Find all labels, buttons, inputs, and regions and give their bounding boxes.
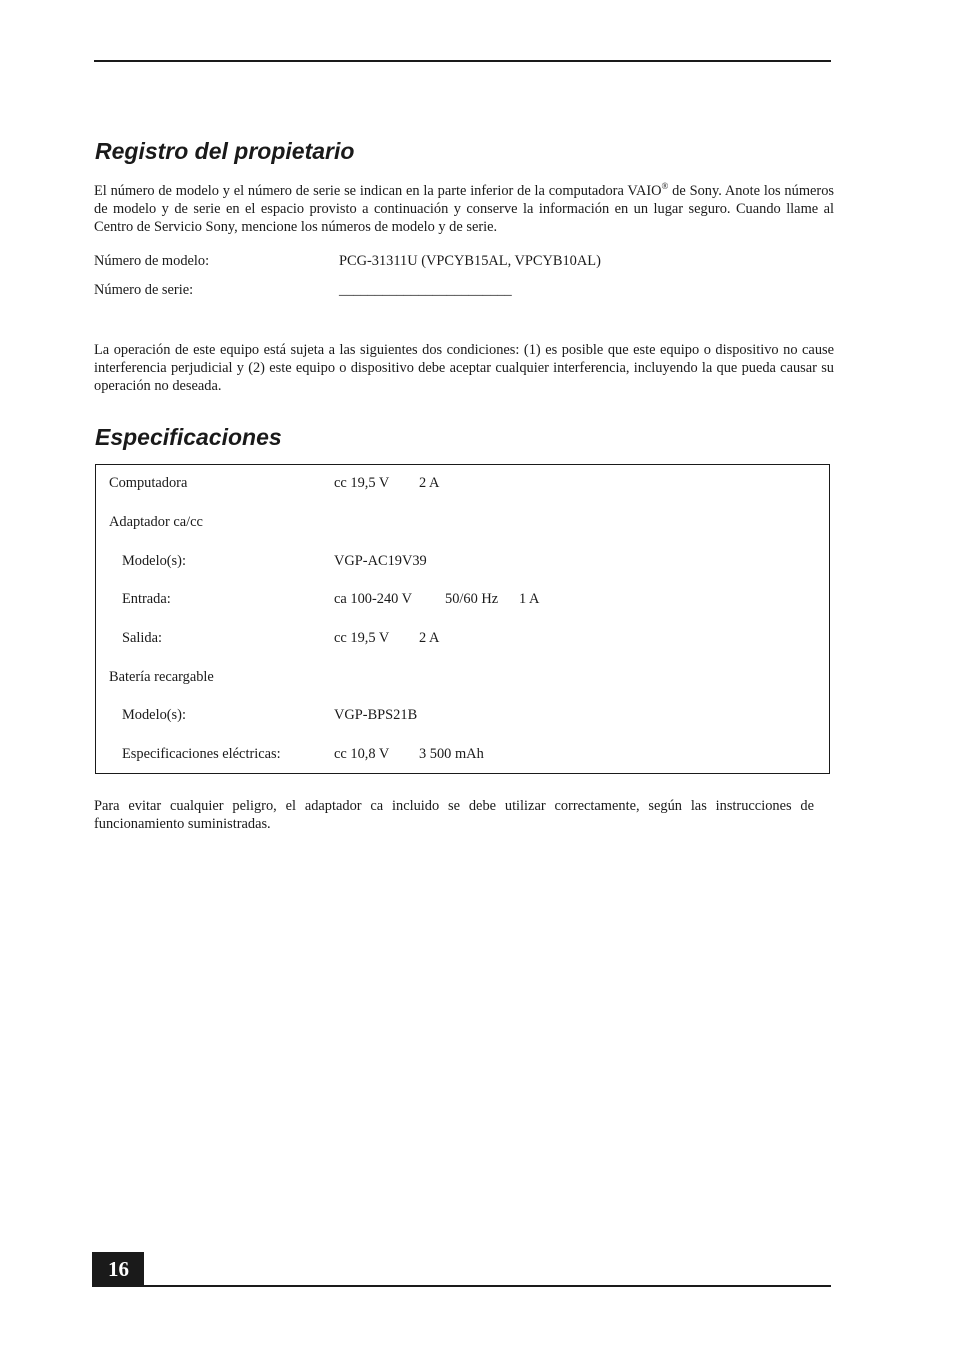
- spec-row-battery: [96, 668, 829, 686]
- page-number-badge: 16: [92, 1252, 144, 1287]
- serial-number-label: Número de serie:: [94, 282, 194, 298]
- safety-warning-paragraph: Para evitar cualquier peligro, el adaptador ca incluido se debe utilizar correctamente, según las instrucciones de funcionamiento suministradas.: [94, 798, 814, 832]
- spec-row-adapter-output: [96, 629, 829, 647]
- spec-value-2: 3 500 mAh: [419, 746, 484, 762]
- spec-value-1: VGP-AC19V39: [334, 553, 427, 569]
- serial-number-blank: ________________________: [339, 282, 512, 298]
- spec-label: Especificaciones eléctricas:: [122, 746, 281, 762]
- registered-mark: ®: [661, 181, 669, 191]
- spec-value: [334, 706, 417, 724]
- spec-value: [334, 590, 539, 608]
- spec-label: Salida:: [122, 630, 162, 646]
- spec-value: [334, 629, 439, 647]
- model-number-value: PCG-31311U (VPCYB15AL, VPCYB10AL): [339, 253, 601, 269]
- spec-value: [334, 552, 427, 570]
- spec-row-adapter: [96, 513, 829, 531]
- operation-notice-paragraph: La operación de este equipo está sujeta a las siguientes dos condiciones: (1) es posible que este equipo o dispositivo no cause interferencia perjudicial y (2) este equipo o dispositivo debe aceptar cualquier interferencia, incluyendo la que pueda causar su operación no deseada.: [94, 342, 834, 394]
- spec-row-computer: [96, 474, 829, 492]
- spec-label: Entrada:: [122, 591, 171, 607]
- spec-value-2: 2 A: [419, 475, 440, 491]
- spec-label: Computadora: [109, 475, 188, 491]
- spec-row-adapter-input: [96, 590, 829, 608]
- owner-intro-text-2: de Sony. Anote los números de modelo y de serie en el espacio provisto a continuación y conserve la información en un lugar seguro. Cuando llame al Centro de Servicio Sony, mencione los números de modelo y de serie.: [94, 183, 834, 235]
- spec-value-1: cc 19,5 V: [334, 475, 390, 491]
- owner-registration-heading: Registro del propietario: [95, 138, 355, 164]
- spec-label: Batería recargable: [109, 669, 214, 685]
- owner-intro-paragraph: [94, 182, 834, 236]
- specifications-heading: Especificaciones: [95, 424, 282, 450]
- spec-value-1: VGP-BPS21B: [334, 707, 418, 723]
- spec-value-1: cc 19,5 V: [334, 630, 390, 646]
- spec-label: Adaptador ca/cc: [109, 514, 203, 530]
- spec-value: [334, 745, 484, 763]
- spec-row-battery-electrical: [96, 745, 829, 763]
- owner-intro-text-1: El número de modelo y el número de serie se indican en la parte inferior de la computadora VAIO: [94, 183, 662, 199]
- spec-value-3: 1 A: [519, 591, 540, 607]
- bottom-rule: [92, 1285, 831, 1287]
- spec-value-2: 2 A: [419, 630, 440, 646]
- spec-value-2: 50/60 Hz: [445, 591, 499, 607]
- spec-value-1: ca 100-240 V: [334, 591, 413, 607]
- spec-row-adapter-model: [96, 552, 829, 570]
- spec-value: [334, 474, 439, 492]
- spec-label: Modelo(s):: [122, 707, 186, 723]
- model-number-label: Número de modelo:: [94, 253, 210, 269]
- spec-label: Modelo(s):: [122, 553, 186, 569]
- top-rule: [94, 60, 831, 62]
- specifications-table: [95, 464, 830, 774]
- spec-row-battery-model: [96, 706, 829, 724]
- spec-value-1: cc 10,8 V: [334, 746, 390, 762]
